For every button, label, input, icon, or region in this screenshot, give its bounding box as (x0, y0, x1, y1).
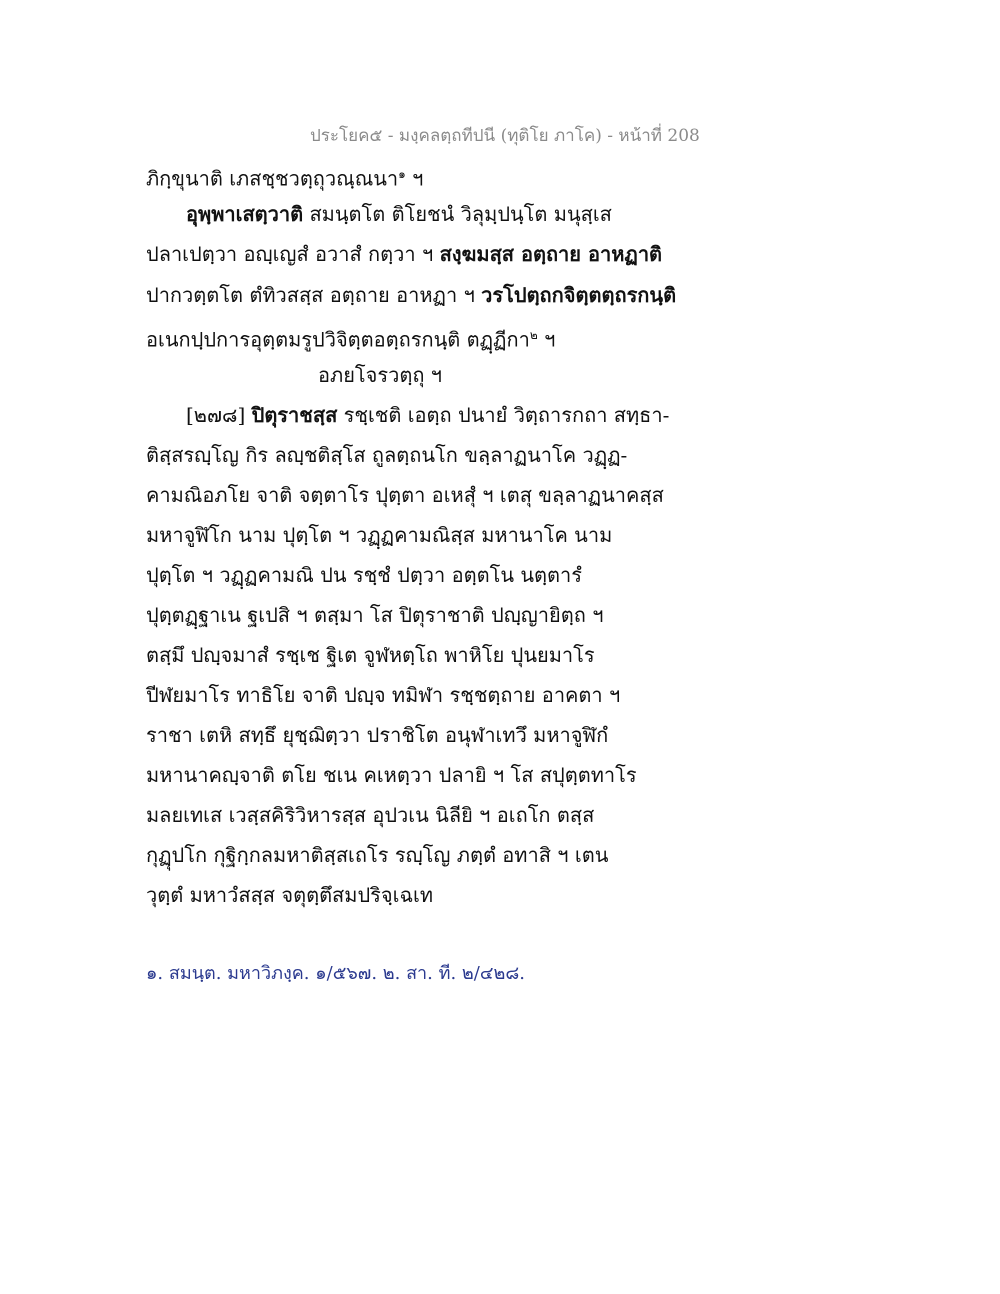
text-line-8: ติสฺสรญฺโญ กิร ลญฺชติสฺโส ถูลตฺถนโก ขลฺลาฏนาโค วฏฺฏ- (146, 443, 628, 467)
text-line-11: ปุตฺโต ฯ วฏฺฏคามณิ ปน รชฺชํ ปตฺวา อตฺตโน นตฺตารํ (146, 563, 583, 587)
text-line-14: ปีฬยมาโร ทาธิโย จาติ ปญฺจ ทมิฬา รชฺชตฺถาย อาคตา ฯ (146, 683, 621, 707)
text-line-17: มลยเทเส เวสฺสคิริวิหารสฺส อุปวเน นิลียิ ฯ อเถโก ตสฺส (146, 803, 595, 827)
text-line-5 (146, 321, 555, 354)
text-line-16: มหานาคญฺจาติ ตโย ชเน คเหตฺวา ปลายิ ฯ โส สปุตฺตทาโร (146, 763, 637, 787)
running-header: ประโยค๕ - มงฺคลตฺถทีปนี (ทุติโย ภาโค) - หน้าที่ 208 (310, 126, 700, 146)
text-line-1 (146, 160, 423, 193)
text-line-15: ราชา เตหิ สทฺธึ ยุชฺฌิตฺวา ปราชิโต อนุฬาเทวึ มหาจูฬิกํ (146, 723, 609, 747)
line-1-text: ภิกฺขุนาติ เภสชฺชวตฺถุวณฺณนา (146, 166, 399, 191)
headword-pituraja: ปิตุราชสฺส (251, 403, 338, 427)
headword-ubbasetva: อุพฺพาเสตฺวาติ (186, 202, 304, 226)
paragraph-number: [๒๗๘] (186, 403, 252, 427)
line-4-text: ปากวตฺตโต ตํทิวสสฺส อตฺถาย อาหฏา ฯ (146, 283, 482, 307)
headword-varapotthaka: วรโปตฺถกจิตฺตตฺถรกนฺติ (481, 283, 677, 307)
line-3-text: ปลาเปตฺวา อญฺเญสํ อวาสํ กตฺวา ฯ (146, 242, 440, 266)
text-line-2 (186, 200, 612, 228)
text-line-7 (186, 401, 669, 429)
text-line-4 (146, 281, 676, 309)
line-5-text: อเนกปฺปการอุตฺตมรูปวิจิตฺตอตฺถรกนฺติ ตฏฺฏีกา (146, 327, 530, 352)
text-line-10: มหาจูฬิโก นาม ปุตฺโต ฯ วฏฺฏคามณิสฺส มหานาโค นาม (146, 523, 613, 547)
line-7-text: รชฺเชติ เอตฺถ ปนายํ วิตฺถารกถา สทฺธา- (337, 403, 670, 427)
line-5-end: ฯ (537, 327, 556, 352)
text-line-9: คามณิอภโย จาติ จตฺตาโร ปุตฺตา อเหสุํ ฯ เตสุ ขลฺลาฏนาคสฺส (146, 483, 664, 507)
line-2-text: สมนฺตโต ติโยชนํ วิลุมฺปนฺโต มนุสฺเส (303, 202, 612, 226)
footnote-ref-1: ๑ (398, 167, 406, 181)
text-line-12: ปุตฺตฏฺฐาเน ฐเปสิ ฯ ตสฺมา โส ปิตุราชาติ ปญฺญายิตฺถ ฯ (146, 603, 604, 627)
text-line-13: ตสฺมึ ปญฺจมาสํ รชฺเช ฐิเต จูฬหตฺโถ พาหิโย ปุนยมาโร (146, 643, 595, 667)
footnote-ref-2: ๒ (529, 328, 538, 342)
text-line-3 (146, 240, 662, 268)
section-title: อภยโจรวตฺถุ ฯ (318, 363, 443, 387)
footnotes: ๑. สมนฺต. มหาวิภงฺค. ๑/๕๖๗. ๒. สา. ที. ๒/๔๒๘. (146, 963, 525, 984)
text-line-19: วุตฺตํ มหาวํสสฺส จตุตฺตึสมปริจฺเฉเท (146, 883, 434, 907)
headword-sanghamassa: สงฺฆมสฺส อตฺถาย อาหฏาติ (439, 242, 663, 266)
text-line-18: กุฏุปโก กุฐิกฺกลมหาติสฺสเถโร รญฺโญ ภตฺตํ อทาสิ ฯ เตน (146, 843, 609, 867)
line-1-end: ฯ (405, 166, 424, 191)
